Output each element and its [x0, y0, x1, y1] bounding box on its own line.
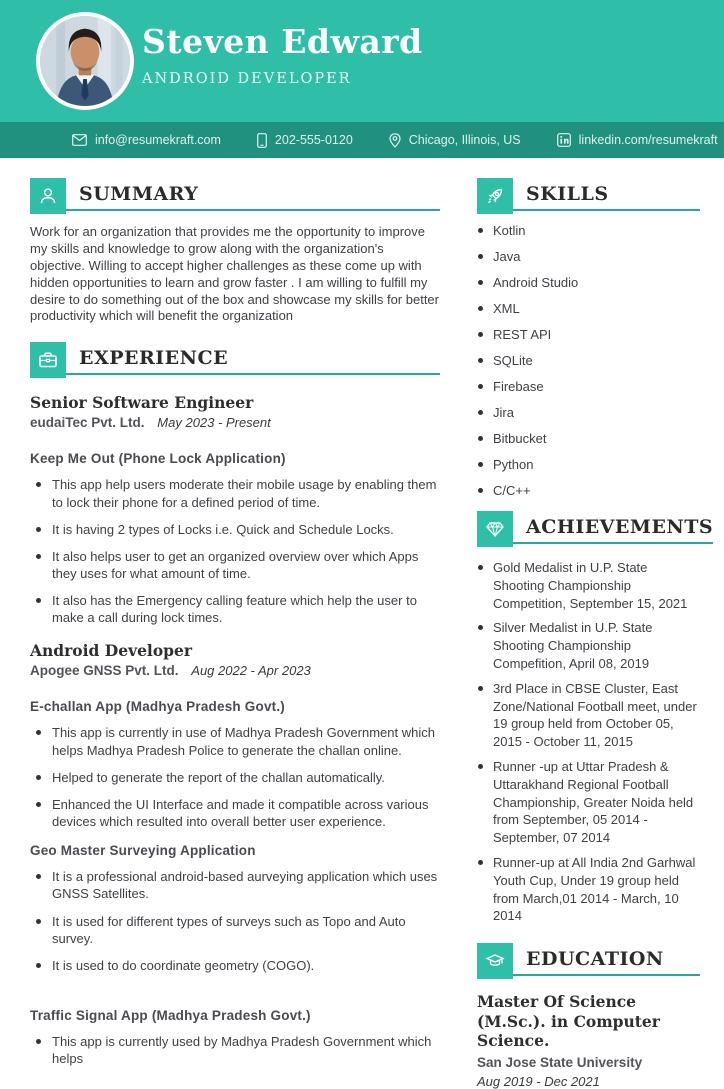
project-name: Geo Master Surveying Application — [30, 843, 256, 859]
job-company: eudaiTec Pvt. Ltd. — [30, 415, 145, 431]
contact-email-text: info@resumekraft.com — [95, 133, 221, 147]
skill-item: C/C++ — [477, 483, 700, 498]
achievements-list — [477, 559, 700, 925]
education-title-underline — [513, 943, 700, 976]
phone-icon — [257, 133, 267, 148]
education-dates: Aug 2019 - Dec 2021 — [477, 1074, 600, 1089]
skill-item: XML — [477, 301, 700, 316]
right-column — [477, 178, 714, 1089]
summary-title-underline — [66, 178, 440, 211]
project-name: E-challan App (Madhya Pradesh Govt.) — [30, 699, 285, 715]
job-company: Apogee GNSS Pvt. Ltd. — [30, 663, 179, 679]
skill-item: Bitbucket — [477, 431, 700, 446]
job-meta — [30, 415, 440, 430]
contact-bar — [0, 122, 724, 158]
bullet-item: It is a professional android-based aurveying application which uses GNSS Satellites. — [30, 868, 440, 902]
profile-photo — [36, 12, 134, 110]
summary-section — [30, 178, 440, 325]
summary-text: Work for an organization that provides me the opportunity to improve my skills and knowledge to grow along with the organization's objective. Willing to accept higher challenges as these come up with hidden opportunities to learn and grow faster . I am willing to fulfill my desire to do something out of the box and showcase my skills for better productivity which will benefit the organization — [30, 224, 439, 324]
contact-phone-text: 202-555-0120 — [274, 133, 353, 147]
contact-linkedin[interactable] — [557, 133, 718, 147]
skills-section — [477, 178, 700, 498]
skills-heading: SKILLS — [526, 182, 609, 205]
email-icon — [72, 134, 87, 146]
job-entry — [30, 641, 440, 1067]
contact-linkedin-text: linkedin.com/resumekraft — [578, 133, 718, 147]
skill-item: Python — [477, 457, 700, 472]
education-section — [477, 943, 700, 1089]
skills-section-header — [477, 178, 700, 214]
header-identity — [142, 24, 423, 87]
location-pin-icon — [389, 133, 401, 148]
summary-section-header — [30, 178, 440, 214]
person-role: ANDROID DEVELOPER — [142, 71, 352, 88]
job-title: Senior Software Engineer — [30, 393, 254, 413]
summary-heading: SUMMARY — [79, 182, 199, 205]
person-icon — [30, 178, 66, 214]
skill-item: Firebase — [477, 379, 700, 394]
bullet-item: It also has the Emergency calling feature which help the user to make a call during lock times. — [30, 592, 440, 626]
contact-location-text: Chicago, Illinois, US — [408, 133, 521, 147]
briefcase-icon — [30, 342, 66, 378]
achievements-section-header — [477, 511, 714, 547]
experience-title-underline — [66, 342, 440, 375]
skill-item: Kotlin — [477, 223, 700, 238]
skills-list — [477, 223, 700, 498]
project-bullets — [30, 476, 440, 626]
achievement-item: Gold Medalist in U.P. State Shooting Championship Competition, September 15, 2021 — [477, 559, 700, 612]
bullet-item: This app help users moderate their mobile usage by enabling them to lock their phone for a defined period of time. — [30, 476, 440, 510]
bullet-item: This app is currently used by Madhya Pradesh Government which helps — [30, 1033, 440, 1067]
contact-phone[interactable] — [257, 133, 353, 148]
skills-title-underline — [513, 178, 700, 211]
job-entry — [30, 393, 440, 626]
skill-item: Java — [477, 249, 700, 264]
person-name: Steven Edward — [142, 22, 423, 61]
experience-section — [30, 342, 440, 1067]
profile-photo-illustration — [40, 16, 130, 106]
achievements-heading: ACHIEVEMENTS — [526, 515, 714, 538]
left-column — [30, 178, 440, 1089]
project-bullets — [30, 1033, 440, 1067]
education-degree: Master Of Science (M.Sc.). in Computer Science. — [477, 992, 660, 1050]
rocket-icon — [477, 178, 513, 214]
bullet-item: It is used to do coordinate geometry (COGO). — [30, 957, 440, 974]
project-name: Keep Me Out (Phone Lock Application) — [30, 451, 286, 467]
bullet-item: Enhanced the UI Interface and made it compatible across various devices which resulted into overall better user experience. — [30, 796, 440, 830]
bullet-item: It also helps user to get an organized overview over which Apps they uses for what amount of time. — [30, 548, 440, 582]
job-dates: Aug 2022 - Apr 2023 — [191, 663, 311, 679]
skill-item: Android Studio — [477, 275, 700, 290]
job-meta — [30, 663, 440, 678]
achievement-item: 3rd Place in CBSE Cluster, East Zone/National Football meet, under 19 group held from October 05, 2015 - October 11, 2015 — [477, 680, 700, 751]
contact-location — [389, 133, 521, 148]
experience-section-header — [30, 342, 440, 378]
achievements-title-underline — [513, 511, 713, 544]
skill-item: REST API — [477, 327, 700, 342]
main-content — [0, 158, 724, 1089]
job-title: Android Developer — [30, 641, 193, 661]
bullet-item: It is used for different types of surveys such as Topo and Auto survey. — [30, 913, 440, 947]
job-dates: May 2023 - Present — [157, 415, 271, 431]
skill-item: Jira — [477, 405, 700, 420]
education-heading: EDUCATION — [526, 947, 664, 970]
graduation-cap-icon — [477, 943, 513, 979]
diamond-icon — [477, 511, 513, 547]
contact-email[interactable] — [72, 133, 221, 147]
linkedin-icon — [557, 133, 571, 147]
experience-heading: EXPERIENCE — [79, 346, 229, 369]
project-bullets — [30, 724, 440, 830]
education-section-header — [477, 943, 700, 979]
achievements-section — [477, 511, 714, 925]
education-school: San Jose State University — [477, 1055, 643, 1071]
project-bullets — [30, 868, 440, 974]
achievement-item: Silver Medalist in U.P. State Shooting Championship Compefition, April 08, 2019 — [477, 619, 700, 672]
bullet-item: It is having 2 types of Locks i.e. Quick and Schedule Locks. — [30, 521, 440, 538]
skill-item: SQLite — [477, 353, 700, 368]
bullet-item: Helped to generate the report of the challan automatically. — [30, 769, 440, 786]
achievement-item: Runner -up at Uttar Pradesh & Uttarakhand Regional Football Championship, Greater Noida held from September, 05 2014 - September, 07 2014 — [477, 758, 700, 847]
project-name: Traffic Signal App (Madhya Pradesh Govt.) — [30, 1008, 311, 1023]
bullet-item: This app is currently in use of Madhya Pradesh Government which helps Madhya Pradesh Police to generate the challan online. — [30, 724, 440, 758]
achievement-item: Runner-up at All India 2nd Garhwal Youth Cup, Under 19 group held from March,01 2014 - March, 10 2014 — [477, 854, 700, 925]
header-banner — [0, 0, 724, 122]
